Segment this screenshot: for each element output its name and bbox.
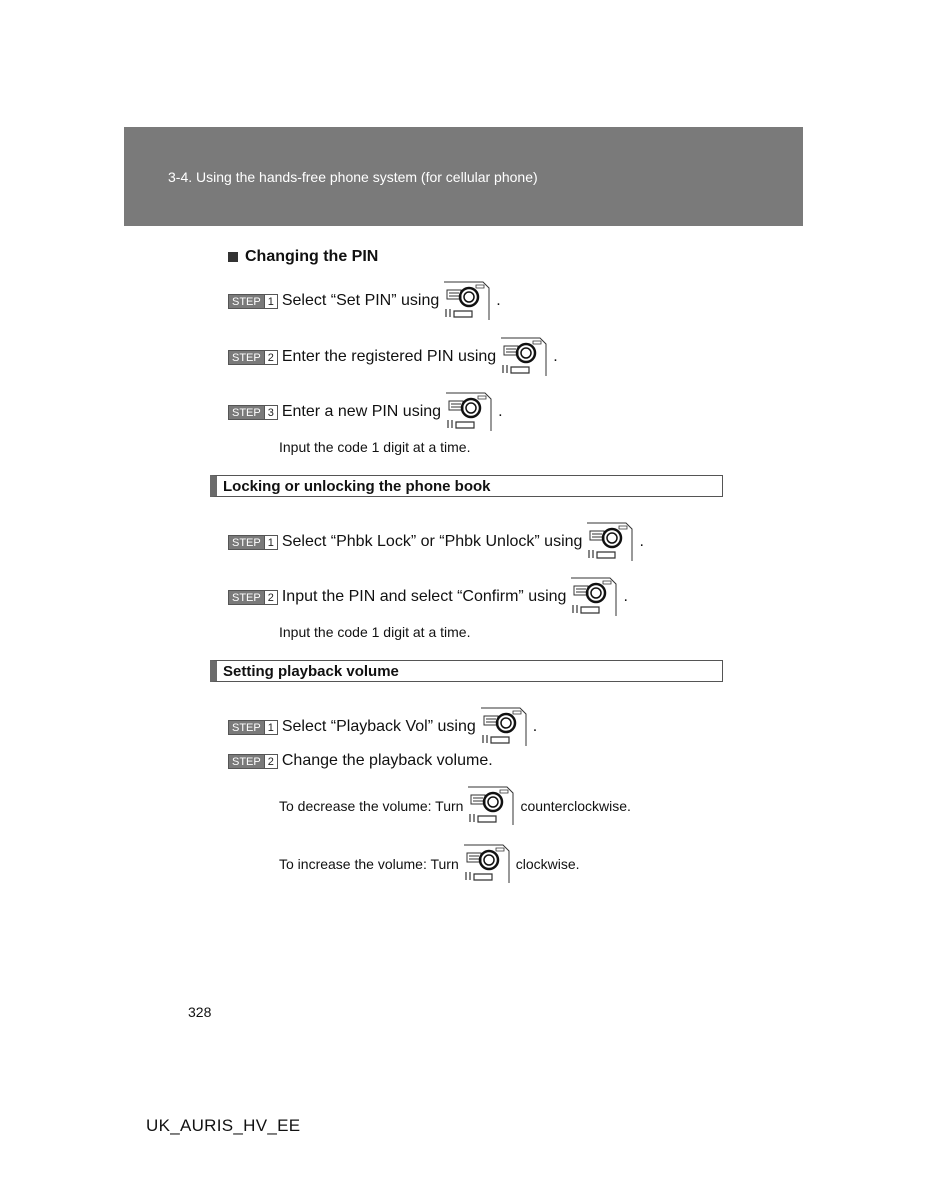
note-text: clockwise. (515, 856, 580, 872)
note-text: To increase the volume: Turn (279, 856, 459, 872)
section-bar-playback-volume (210, 660, 723, 682)
tune-sel-knob-icon (500, 336, 548, 378)
step-change-playback-volume (228, 752, 493, 770)
chapter-header-band (124, 127, 803, 226)
note-digit-input: Input the code 1 digit at a time. (279, 624, 471, 640)
page-number: 328 (188, 1004, 212, 1020)
step-badge: STEP 2 (228, 754, 278, 769)
step-enter-new-pin: STEP 3 Enter a new PIN using . (228, 391, 503, 433)
tune-sel-knob-icon (445, 391, 493, 433)
section-bar-phonebook-lock (210, 475, 723, 497)
step-badge: STEP 1 (228, 294, 278, 309)
note-digit-input: Input the code 1 digit at a time. (279, 439, 471, 455)
step-text: Select “Set PIN” using (281, 292, 440, 309)
sub-heading-changing-pin (228, 248, 378, 266)
section-title: Locking or unlocking the phone book (223, 477, 491, 495)
step-enter-registered-pin: STEP 2 Enter the registered PIN using . (228, 336, 558, 378)
note-text: counterclockwise. (520, 798, 631, 814)
tune-sel-knob-icon (480, 706, 528, 748)
step-text: Change the playback volume. (281, 752, 493, 769)
tune-sel-knob-icon (467, 785, 515, 827)
tune-sel-knob-icon (463, 843, 511, 885)
step-text: Input the PIN and select “Confirm” using (281, 588, 567, 605)
step-select-phbk-lock: STEP 1 Select “Phbk Lock” or “Phbk Unlock” using . (228, 521, 644, 563)
document-code: UK_AURIS_HV_EE (146, 1116, 301, 1135)
step-text: Select “Playback Vol” using (281, 718, 476, 735)
tune-sel-knob-icon (586, 521, 634, 563)
step-text: Enter a new PIN using (281, 403, 442, 420)
sub-heading-text: Changing the PIN (245, 248, 379, 265)
step-badge: STEP 1 (228, 535, 278, 550)
section-title: Setting playback volume (223, 662, 399, 680)
step-badge: STEP 3 (228, 405, 278, 420)
chapter-breadcrumb: 3-4. Using the hands-free phone system (for cellular phone) (168, 169, 538, 185)
tune-sel-knob-icon (443, 280, 491, 322)
note-decrease-volume (279, 785, 631, 827)
step-select-playback-vol: STEP 1 Select “Playback Vol” using . (228, 706, 537, 748)
step-badge: STEP 1 (228, 720, 278, 735)
step-badge: STEP 2 (228, 350, 278, 365)
step-text: Enter the registered PIN using (281, 348, 497, 365)
step-text: Select “Phbk Lock” or “Phbk Unlock” using (281, 533, 583, 550)
step-badge: STEP 2 (228, 590, 278, 605)
square-bullet-icon (228, 252, 238, 262)
step-set-pin: STEP 1 Select “Set PIN” using . (228, 280, 501, 322)
note-text: To decrease the volume: Turn (279, 798, 464, 814)
tune-sel-knob-icon (570, 576, 618, 618)
step-input-pin-confirm: STEP 2 Input the PIN and select “Confirm” using . (228, 576, 628, 618)
note-increase-volume (279, 843, 580, 885)
